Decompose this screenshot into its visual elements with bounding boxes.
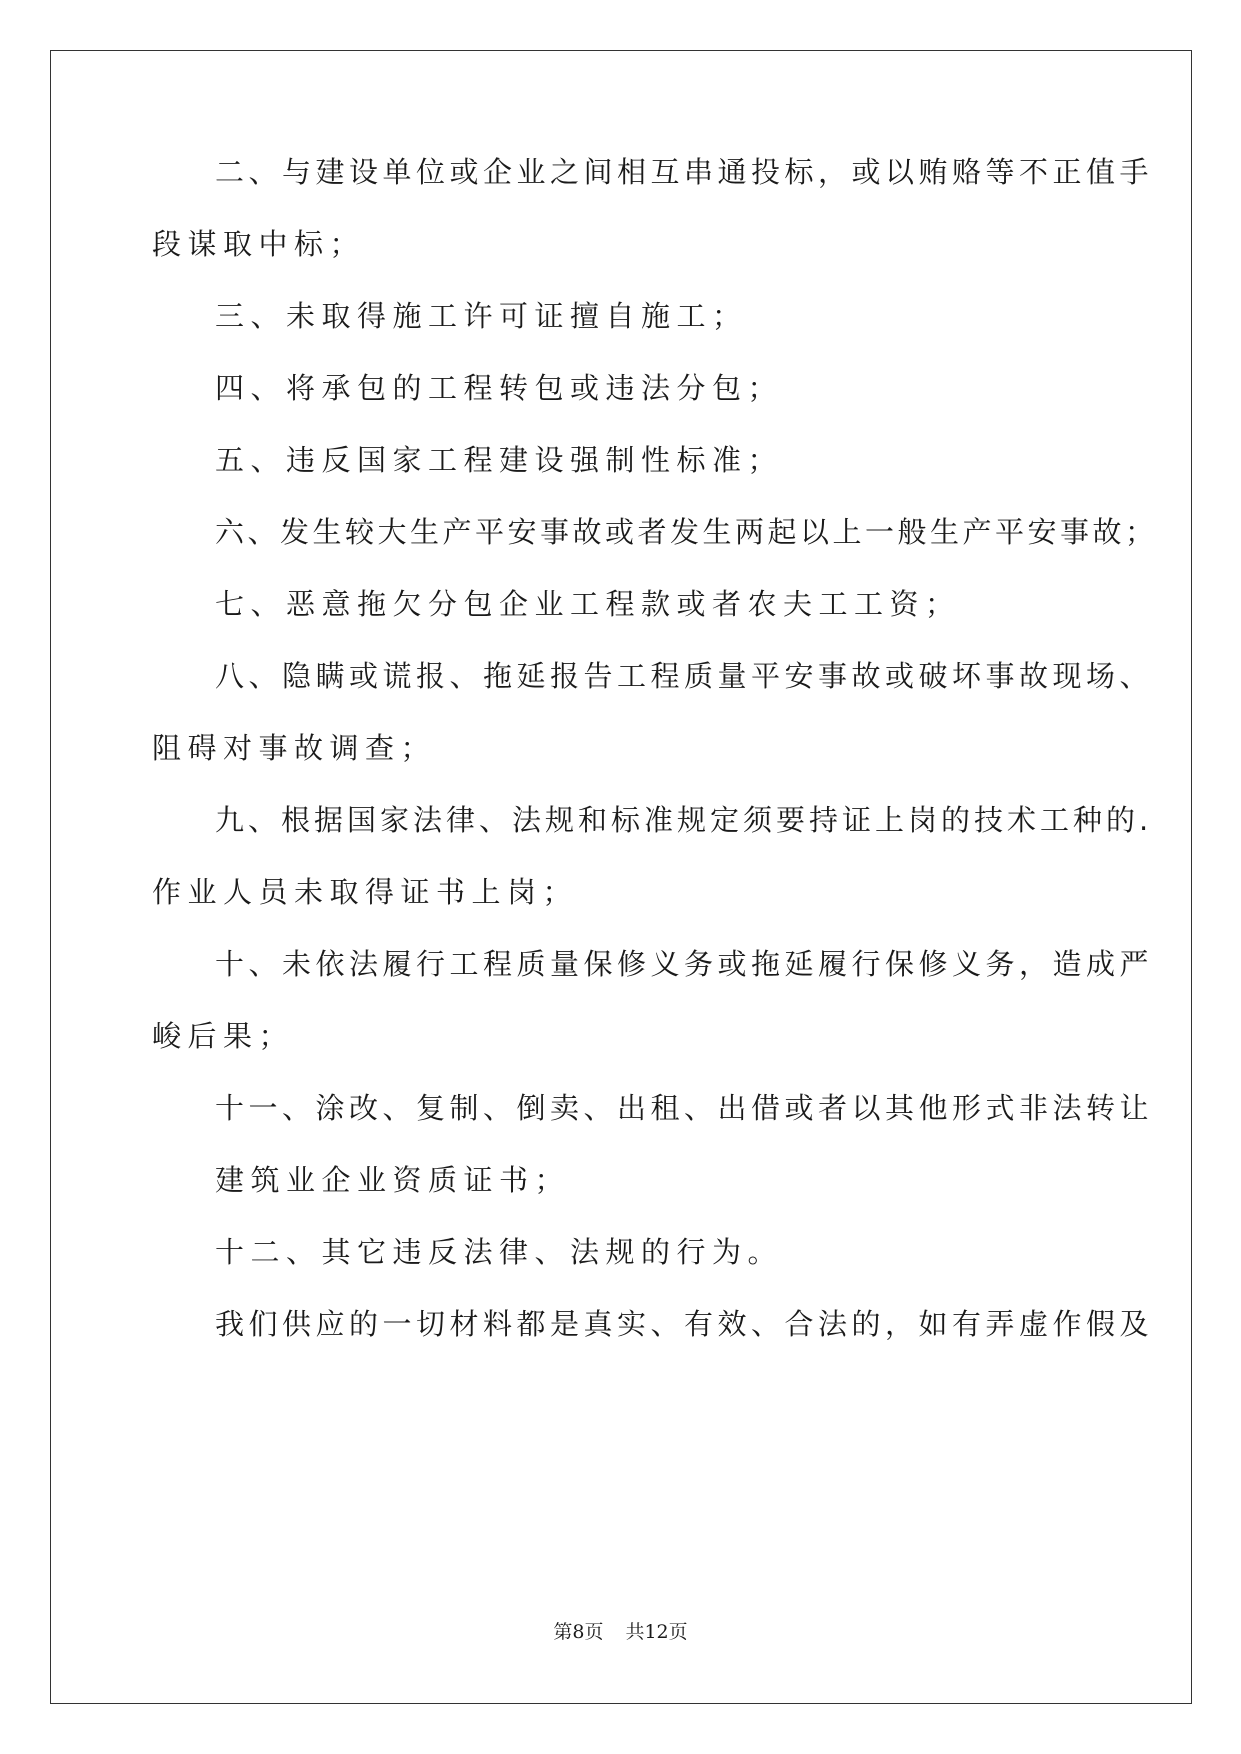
page-number: 第8页: [553, 1621, 604, 1643]
text-line: 阻碍对事故调查；: [152, 731, 437, 765]
text-line: 建筑业企业资质证书；: [215, 1163, 571, 1197]
text-line: 峻后果；: [152, 1019, 295, 1053]
text-line: 二、与建设单位或企业之间相互串通投标，或以贿赂等不正值手: [215, 155, 1154, 189]
text-line: 作业人员未取得证书上岗；: [152, 875, 579, 909]
text-line: 十、未依法履行工程质量保修义务或拖延履行保修义务，造成严: [215, 947, 1154, 981]
text-line: 五、违反国家工程建设强制性标准；: [215, 443, 784, 477]
text-line: 四、将承包的工程转包或违法分包；: [215, 371, 784, 405]
text-line: 我们供应的一切材料都是真实、有效、合法的，如有弄虚作假及: [215, 1307, 1154, 1341]
text-line: 三、未取得施工许可证擅自施工；: [215, 299, 748, 333]
page-footer: [0, 1620, 1241, 1644]
text-line: 十一、涂改、复制、倒卖、出租、出借或者以其他形式非法转让: [215, 1091, 1154, 1125]
text-line: 段谋取中标；: [152, 227, 366, 261]
page-total: 共12页: [625, 1621, 688, 1643]
text-line: 七、恶意拖欠分包企业工程款或者农夫工工资；: [215, 587, 961, 621]
text-line: 八、隐瞒或谎报、拖延报告工程质量平安事故或破坏事故现场、: [215, 659, 1154, 693]
text-line: 十二、其它违反法律、法规的行为。: [215, 1235, 784, 1269]
text-line: 六、发生较大生产平安事故或者发生两起以上一般生产平安事故；: [215, 515, 1158, 549]
text-line: 九、根据国家法律、法规和标准规定须要持证上岗的技术工种的.: [215, 803, 1153, 837]
